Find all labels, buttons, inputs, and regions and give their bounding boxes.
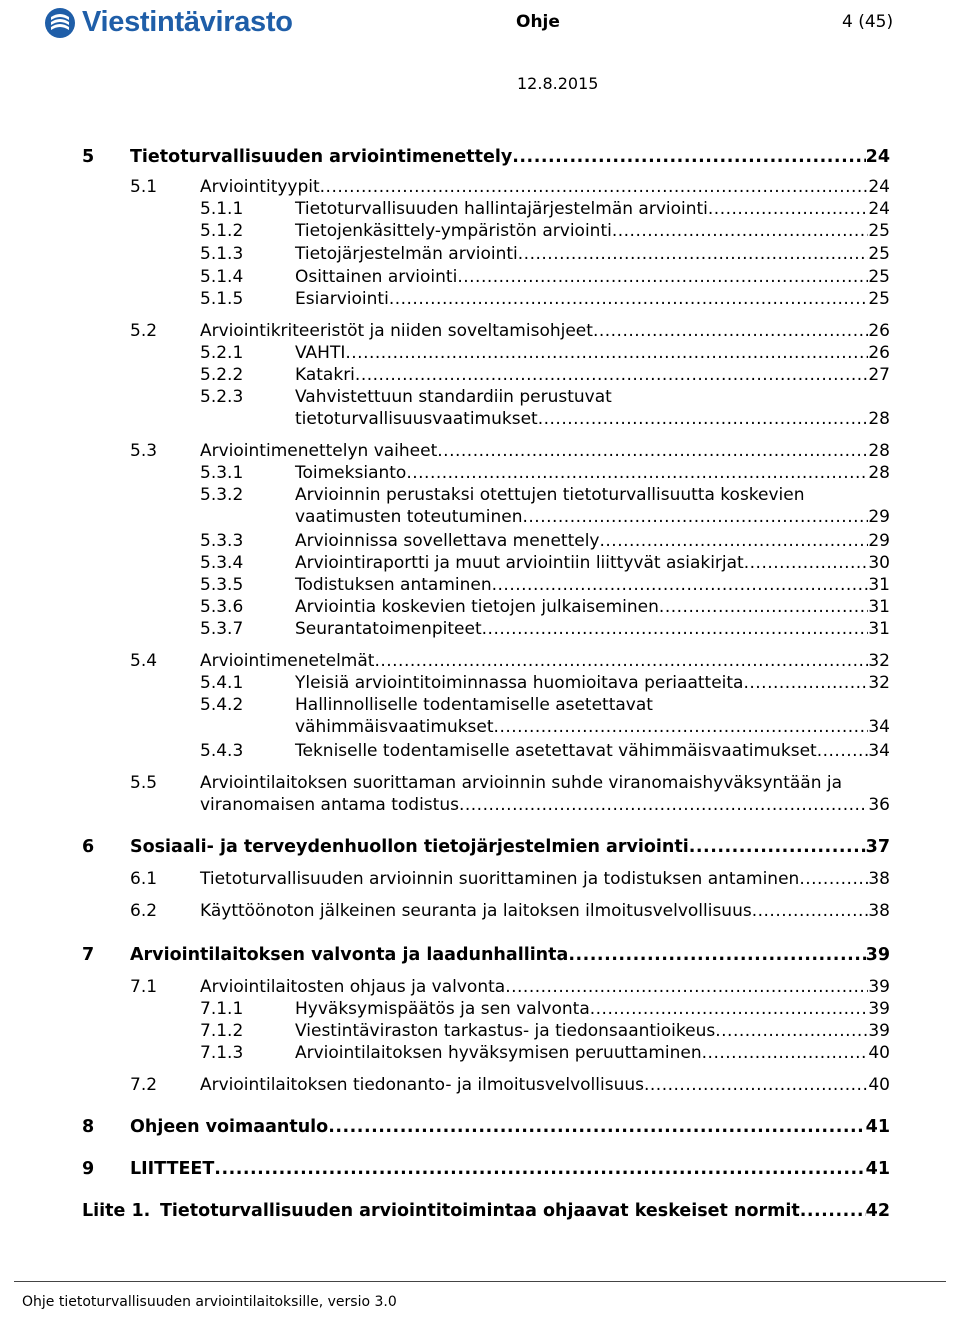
toc-entry-number: 7.1.3	[200, 1043, 244, 1063]
toc-entry-page: 38	[868, 901, 890, 921]
dot-leader	[457, 266, 868, 288]
toc-entry-page: 28	[868, 441, 890, 461]
toc-entry-number: 5.3.6	[200, 597, 244, 617]
toc-entry-page: 40	[868, 1075, 890, 1095]
toc-entry-number: 5.1	[130, 177, 158, 197]
dot-leader	[659, 596, 868, 618]
dot-leader	[599, 530, 868, 552]
toc-entry-page: 30	[868, 553, 890, 573]
document-type: Ohje	[516, 12, 560, 32]
toc-entry-page: 42	[865, 1201, 890, 1221]
toc-entry-title: Arviointia koskevien tietojen julkaiseminen	[295, 597, 659, 617]
toc-entry-page: 39	[868, 999, 890, 1019]
dot-leader	[522, 506, 868, 528]
toc-entry-number: 5.5	[130, 773, 158, 793]
toc-entry-title: Tietoturvallisuuden hallintajärjestelmän arviointi	[295, 199, 708, 219]
toc-entry-page: 24	[868, 177, 890, 197]
toc-entry-title: Osittainen arviointi	[295, 267, 458, 287]
toc-entry-title: Arviointimenetelmät	[200, 651, 375, 671]
toc-entry-number: 5.3	[130, 441, 158, 461]
dot-leader	[817, 740, 869, 762]
toc-entry-page: 39	[865, 945, 890, 965]
toc-entry-page: 38	[868, 869, 890, 889]
toc-entry-number: 6.1	[130, 869, 158, 889]
toc-entry-title: Tietojärjestelmän arviointi	[295, 244, 518, 264]
toc-entry-title: tietoturvallisuusvaatimukset	[295, 409, 538, 429]
toc-entry-number: 5.3.5	[200, 575, 244, 595]
toc-entry-number: 5.3.1	[200, 463, 244, 483]
page-indicator: 4 (45)	[842, 12, 894, 32]
toc-entry-page: 28	[868, 409, 890, 429]
toc-entry-title: Tietoturvallisuuden arvioinnin suorittaminen ja todistuksen antaminen	[200, 869, 800, 889]
toc-entry-number: 7.1	[130, 977, 158, 997]
toc-entry-page: 32	[868, 673, 890, 693]
dot-leader	[708, 198, 868, 220]
toc-entry-page: 37	[865, 837, 890, 857]
toc-entry-title: Tietoturvallisuuden arviointimenettely	[130, 147, 513, 167]
toc-entry-title: Tietojenkäsittely-ympäristön arviointi	[295, 221, 612, 241]
toc-entry-page: 31	[868, 597, 890, 617]
toc-entry-title: Tekniselle todentamiselle asetettavat vähimmäisvaatimukset	[295, 741, 817, 761]
toc-entry-title: Hallinnolliselle todentamiselle asetettavat	[295, 695, 653, 715]
dot-leader	[494, 716, 869, 738]
toc-entry-number: 5.3.2	[200, 485, 244, 505]
dot-leader	[593, 320, 868, 342]
dot-leader	[374, 650, 868, 672]
dot-leader	[320, 176, 869, 198]
toc-entry-page: 29	[868, 531, 890, 551]
dot-leader	[214, 1158, 865, 1180]
footer-divider	[14, 1281, 946, 1282]
toc-entry-page: 25	[868, 267, 890, 287]
logo-text: Viestintävirasto	[82, 6, 293, 38]
toc-entry-title: Ohjeen voimaantulo	[130, 1117, 329, 1137]
toc-entry-number: 5.1.4	[200, 267, 244, 287]
toc-entry-title: Viestintäviraston tarkastus- ja tiedonsaantioikeus	[295, 1021, 716, 1041]
dot-leader	[492, 574, 869, 596]
toc-entry-page: 41	[865, 1159, 890, 1179]
toc-entry-number: 5.2.1	[200, 343, 244, 363]
toc-entry-number: 5.4	[130, 651, 158, 671]
logo	[44, 6, 293, 39]
toc-entry-number: 5.3.7	[200, 619, 244, 639]
toc-entry-title: VAHTI	[295, 343, 346, 363]
dot-leader	[437, 440, 868, 462]
toc-entry-title: Arvioinnin perustaksi otettujen tietoturvallisuutta koskevien	[295, 485, 805, 505]
toc-entry-page: 39	[868, 1021, 890, 1041]
toc-entry-number: 7.1.2	[200, 1021, 244, 1041]
toc-entry-page: 36	[868, 795, 890, 815]
toc-entry-title: LIITTEET	[130, 1159, 215, 1179]
dot-leader	[744, 552, 869, 574]
dot-leader	[644, 1074, 868, 1096]
dot-leader	[406, 462, 868, 484]
dot-leader	[328, 1116, 865, 1138]
toc-entry-title: vaatimusten toteutuminen	[295, 507, 523, 527]
toc-entry-title: Tietoturvallisuuden arviointitoimintaa ohjaavat keskeiset normit	[160, 1201, 800, 1221]
dot-leader	[590, 998, 869, 1020]
toc-entry-number: 5.2.2	[200, 365, 244, 385]
toc-entry-title: Arviointilaitoksen hyväksymisen peruuttaminen	[295, 1043, 702, 1063]
toc-entry-title: Arviointilaitoksen suorittaman arvioinnin suhde viranomaishyväksyntään ja	[200, 773, 843, 793]
toc-entry-title: Arviointimenettelyn vaiheet	[200, 441, 438, 461]
toc-entry-number: 5.4.1	[200, 673, 244, 693]
toc-entry-number: 5.3.3	[200, 531, 244, 551]
dot-leader	[512, 146, 865, 168]
toc-entry-title: viranomaisen antama todistus	[200, 795, 459, 815]
toc-entry-number: Liite 1.	[82, 1201, 151, 1221]
toc-entry-title: Esiarviointi	[295, 289, 389, 309]
toc-entry-title: Arvioinnissa sovellettava menettely	[295, 531, 600, 551]
toc-entry-title: Arviointilaitoksen valvonta ja laadunhallinta	[130, 945, 569, 965]
toc-entry-page: 25	[868, 221, 890, 241]
dot-leader	[743, 672, 868, 694]
toc-entry-page: 24	[865, 147, 890, 167]
toc-entry-title: Sosiaali- ja terveydenhuollon tietojärjestelmien arviointi	[130, 837, 689, 857]
dot-leader	[689, 836, 866, 858]
toc-entry-title: Arviointilaitoksen tiedonanto- ja ilmoitusvelvollisuus	[200, 1075, 644, 1095]
toc-entry-number: 5.3.4	[200, 553, 244, 573]
toc-entry-title: Todistuksen antaminen	[295, 575, 492, 595]
toc-entry-number: 7.1.1	[200, 999, 244, 1019]
toc-entry-page: 40	[868, 1043, 890, 1063]
toc-entry-number: 5.1.2	[200, 221, 244, 241]
toc-entry-title: Toimeksianto	[295, 463, 407, 483]
toc-entry-number: 8	[82, 1117, 95, 1137]
toc-entry-number: 5.4.3	[200, 741, 244, 761]
toc-entry-number: 6.2	[130, 901, 158, 921]
toc-entry-page: 39	[868, 977, 890, 997]
toc-entry-page: 27	[868, 365, 890, 385]
toc-entry-page: 29	[868, 507, 890, 527]
viestintavirasto-emblem-icon	[44, 7, 76, 39]
toc-entry-page: 34	[868, 717, 890, 737]
toc-entry-page: 25	[868, 244, 890, 264]
toc-entry-number: 5.2	[130, 321, 158, 341]
dot-leader	[355, 364, 868, 386]
toc-entry-number: 5.1.5	[200, 289, 244, 309]
toc-entry-title: Hyväksymispäätös ja sen valvonta	[295, 999, 590, 1019]
toc-entry-number: 7	[82, 945, 95, 965]
toc-entry-number: 6	[82, 837, 95, 857]
dot-leader	[800, 1200, 866, 1222]
toc-entry-number: 9	[82, 1159, 95, 1179]
toc-entry-number: 5.1.3	[200, 244, 244, 264]
dot-leader	[702, 1042, 869, 1064]
dot-leader	[482, 618, 869, 640]
dot-leader	[459, 794, 868, 816]
toc-entry-title: vähimmäisvaatimukset	[295, 717, 494, 737]
toc-entry-number: 7.2	[130, 1075, 158, 1095]
toc-entry-title: Arviointityypit	[200, 177, 320, 197]
dot-leader	[715, 1020, 868, 1042]
dot-leader	[538, 408, 869, 430]
toc-entry-title: Yleisiä arviointitoiminnassa huomioitava periaatteita	[295, 673, 744, 693]
toc-entry-title: Seurantatoimenpiteet	[295, 619, 482, 639]
toc-entry-title: Vahvistettuun standardiin perustuvat	[295, 387, 612, 407]
toc-entry-number: 5.2.3	[200, 387, 244, 407]
toc-entry-page: 28	[868, 463, 890, 483]
dot-leader	[389, 288, 869, 310]
toc-entry-title: Arviointilaitosten ohjaus ja valvonta	[200, 977, 506, 997]
toc-entry-page: 32	[868, 651, 890, 671]
dot-leader	[505, 976, 868, 998]
dot-leader	[752, 900, 869, 922]
toc-entry-title: Katakri	[295, 365, 355, 385]
toc-entry-page: 41	[865, 1117, 890, 1137]
toc-entry-page: 24	[868, 199, 890, 219]
toc-entry-page: 26	[868, 321, 890, 341]
toc-entry-page: 34	[868, 741, 890, 761]
dot-leader	[518, 243, 869, 265]
toc-entry-number: 5	[82, 147, 95, 167]
toc-entry-page: 31	[868, 619, 890, 639]
document-date: 12.8.2015	[517, 74, 599, 93]
footer-text: Ohje tietoturvallisuuden arviointilaitoksille, versio 3.0	[22, 1294, 397, 1310]
toc-entry-page: 25	[868, 289, 890, 309]
toc-entry-page: 31	[868, 575, 890, 595]
dot-leader	[345, 342, 868, 364]
toc-entry-number: 5.4.2	[200, 695, 244, 715]
toc-entry-page: 26	[868, 343, 890, 363]
toc-entry-number: 5.1.1	[200, 199, 244, 219]
toc-entry-title: Arviointiraportti ja muut arviointiin liittyvät asiakirjat	[295, 553, 744, 573]
toc-entry-title: Arviointikriteeristöt ja niiden soveltamisohjeet	[200, 321, 593, 341]
dot-leader	[799, 868, 868, 890]
toc-entry-title: Käyttöönoton jälkeinen seuranta ja laitoksen ilmoitusvelvollisuus	[200, 901, 752, 921]
dot-leader	[568, 944, 865, 966]
dot-leader	[612, 220, 869, 242]
